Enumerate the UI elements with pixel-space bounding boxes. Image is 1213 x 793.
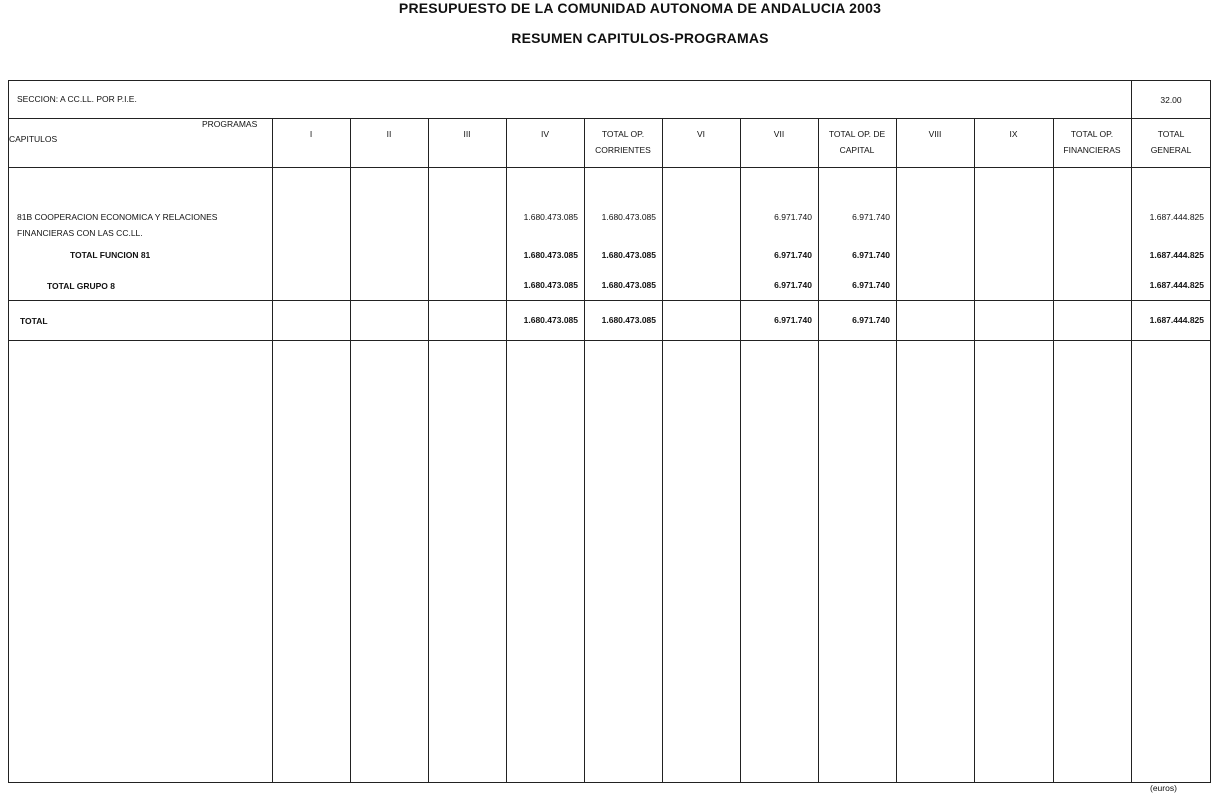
corner-programas: PROGRAMAS <box>202 119 258 129</box>
col-divider <box>272 118 273 783</box>
col-header-III: III <box>463 129 471 139</box>
body-total-divider <box>8 300 1211 301</box>
table-cell: 1.680.473.085 <box>523 250 578 260</box>
report-subtitle: RESUMEN CAPITULOS-PROGRAMAS <box>511 30 769 46</box>
seccion-code: 32.00 <box>1160 95 1182 105</box>
table-cell: 6.971.740 <box>774 315 812 325</box>
table-cell: 6.971.740 <box>774 212 812 222</box>
table-cell: 6.971.740 <box>774 280 812 290</box>
table-cell: 1.687.444.825 <box>1149 212 1204 222</box>
table-cell: 1.687.444.825 <box>1149 250 1204 260</box>
table-cell: 1.680.473.085 <box>601 315 656 325</box>
row-label: TOTAL <box>20 316 48 326</box>
col-divider <box>662 118 663 783</box>
table-cell: 1.680.473.085 <box>523 280 578 290</box>
col-header-total-op-capital: TOTAL OP. DE CAPITAL <box>828 129 886 155</box>
row-label: TOTAL FUNCION 81 <box>70 250 151 260</box>
col-header-IX: IX <box>1009 129 1018 139</box>
total-row-divider <box>8 340 1211 341</box>
seccion-label: SECCION: A CC.LL. POR P.I.E. <box>17 94 137 104</box>
row-label: 81B COOPERACION ECONOMICA Y RELACIONES FINANCIERAS CON LAS CC.LL. <box>17 212 218 238</box>
units-note: (euros) <box>1150 783 1177 793</box>
col-header-VI: VI <box>696 129 706 139</box>
row-label: TOTAL GRUPO 8 <box>47 281 116 291</box>
col-header-total-op-financieras: TOTAL OP. FINANCIERAS <box>1063 129 1121 155</box>
col-header-IV: IV <box>540 129 550 139</box>
col-header-I: I <box>309 129 313 139</box>
table-cell: 1.687.444.825 <box>1149 315 1204 325</box>
col-divider <box>1053 118 1054 783</box>
table-cell: 6.971.740 <box>852 250 890 260</box>
table-cell: 1.680.473.085 <box>523 315 578 325</box>
table-cell: 1.680.473.085 <box>601 212 656 222</box>
table-cell: 1.687.444.825 <box>1149 280 1204 290</box>
col-divider <box>896 118 897 783</box>
col-divider <box>350 118 351 783</box>
table-cell: 6.971.740 <box>852 315 890 325</box>
budget-table-frame <box>8 80 1211 783</box>
table-cell: 6.971.740 <box>852 280 890 290</box>
table-cell: 1.680.473.085 <box>601 250 656 260</box>
col-header-total-op-corrientes: TOTAL OP. CORRIENTES <box>595 129 651 155</box>
col-header-VIII: VIII <box>928 129 942 139</box>
table-cell: 6.971.740 <box>774 250 812 260</box>
col-header-total-general: TOTAL GENERAL <box>1150 129 1192 155</box>
col-divider <box>428 118 429 783</box>
header-row-divider <box>8 167 1211 168</box>
col-header-II: II <box>386 129 392 139</box>
col-header-VII: VII <box>773 129 785 139</box>
table-cell: 1.680.473.085 <box>523 212 578 222</box>
seccion-row-divider <box>8 118 1211 119</box>
table-cell: 1.680.473.085 <box>601 280 656 290</box>
table-cell: 6.971.740 <box>852 212 890 222</box>
col-divider <box>974 118 975 783</box>
corner-capitulos: CAPITULOS <box>9 134 58 144</box>
report-title: PRESUPUESTO DE LA COMUNIDAD AUTONOMA DE ANDALUCIA 2003 <box>398 0 882 16</box>
